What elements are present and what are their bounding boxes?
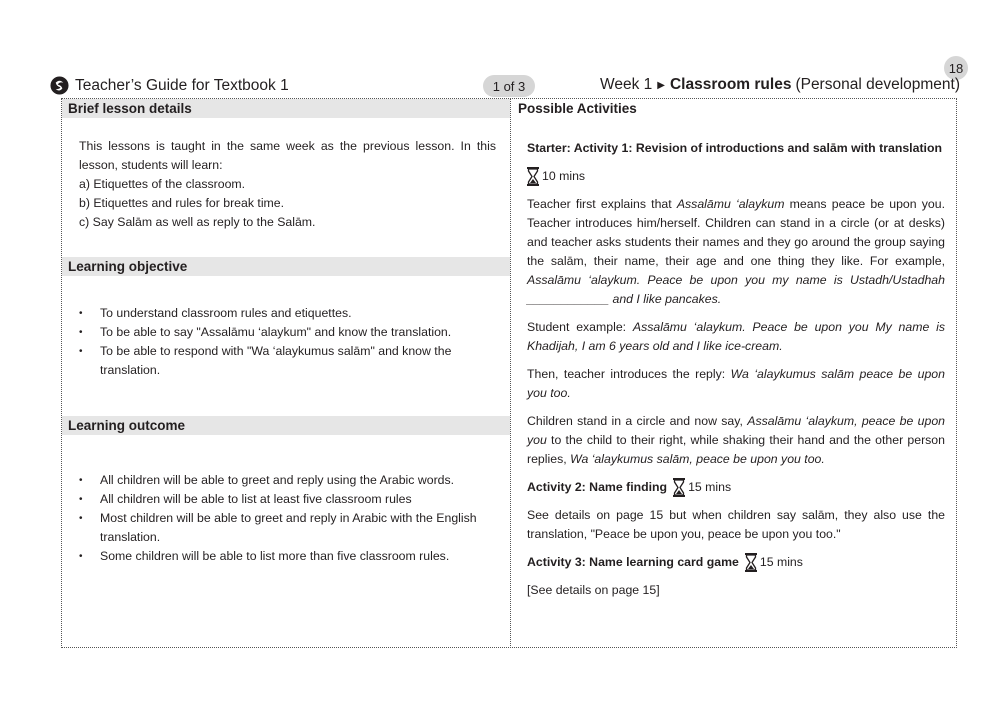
brief-heading: Brief lesson details xyxy=(62,99,510,118)
hourglass-icon xyxy=(745,553,757,572)
brief-details xyxy=(79,137,496,232)
starter-time: 10 mins xyxy=(542,169,586,183)
activity3-text: [See details on page 15] xyxy=(527,583,660,597)
brief-intro: This lessons is taught in the same week as the previous lesson. In this lesson, students will learn: xyxy=(79,139,496,172)
brief-item: c) Say Salām as well as reply to the Salām. xyxy=(79,215,316,229)
topic-note: (Personal development) xyxy=(795,76,960,93)
outcome-list xyxy=(79,471,499,566)
column-divider xyxy=(510,98,511,648)
guide-title-bar xyxy=(50,76,289,95)
logo-icon xyxy=(50,76,69,95)
starter-timer xyxy=(527,167,945,186)
activity2-header xyxy=(527,478,945,497)
topic-title: Classroom rules xyxy=(669,76,792,93)
activity2-title: Activity 2: Name finding xyxy=(527,480,668,494)
reply-paragraph: Then, teacher introduces the reply: Wa ‘alaykumus salām peace be upon you too. xyxy=(527,367,945,400)
starter-title: Starter: Activity 1: Revision of introductions and salām with translation xyxy=(527,141,942,155)
page-number: 18 xyxy=(944,56,968,80)
list-item: • To be able to say "Assalāmu ‘alaykum" and know the translation. xyxy=(79,323,479,342)
list-item: • To understand classroom rules and etiquettes. xyxy=(79,304,479,323)
hourglass-icon xyxy=(527,167,539,186)
activities-heading: Possible Activities xyxy=(511,99,956,118)
hourglass-icon xyxy=(673,478,685,497)
activity1-paragraph: Teacher first explains that Assalāmu ‘alaykum means peace be upon you. Teacher introduces him/herself. Children can stand in a circle (or at desks) and teacher asks students their names and they go around the group saying the salām, their name, their age and one thing they like. For example, Assalāmu ‘alaykum. Peace be upon you my name is Ustadh/Ustadhah ____________ and I like pancakes. xyxy=(527,197,945,306)
activity3-time: 15 mins xyxy=(759,555,803,569)
activity3-title: Activity 3: Name learning card game xyxy=(527,555,739,569)
list-item: • Some children will be able to list more than five classroom rules. xyxy=(79,547,499,566)
activity2-time: 15 mins xyxy=(688,480,732,494)
activities-body xyxy=(527,139,945,609)
triangle-right-icon: ▶ xyxy=(657,79,665,91)
outcome-heading: Learning outcome xyxy=(62,416,510,435)
activity2-text: See details on page 15 but when children say salām, they also use the translation, "Peace be upon you, peace be upon you too." xyxy=(527,508,945,541)
list-item: • All children will be able to greet and reply using the Arabic words. xyxy=(79,471,499,490)
objective-list xyxy=(79,304,479,380)
circle-paragraph: Children stand in a circle and now say, Assalāmu ‘alaykum, peace be upon you to the child to their right, while shaking their hand and the other person replies, Wa ‘alaykumus salām, peace be upon you too. xyxy=(527,414,945,466)
brief-item: b) Etiquettes and rules for break time. xyxy=(79,196,285,210)
guide-title: Teacher’s Guide for Textbook 1 xyxy=(75,76,289,94)
list-item: • Most children will be able to greet and reply in Arabic with the English translation. xyxy=(79,509,499,547)
list-item: • All children will be able to list at least five classroom rules xyxy=(79,490,499,509)
list-item: • To be able to respond with "Wa ‘alaykumus salām" and know the translation. xyxy=(79,342,479,380)
brief-item: a) Etiquettes of the classroom. xyxy=(79,177,246,191)
objective-heading: Learning objective xyxy=(62,257,510,276)
lesson-title xyxy=(600,76,960,94)
page-pager[interactable]: 1 of 3 xyxy=(483,75,535,97)
student-example: Student example: Assalāmu ‘alaykum. Peace be upon you My name is Khadijah, I am 6 years old and I like ice-cream. xyxy=(527,320,945,353)
week-label: Week 1 xyxy=(599,76,653,93)
activity3-header xyxy=(527,553,945,572)
